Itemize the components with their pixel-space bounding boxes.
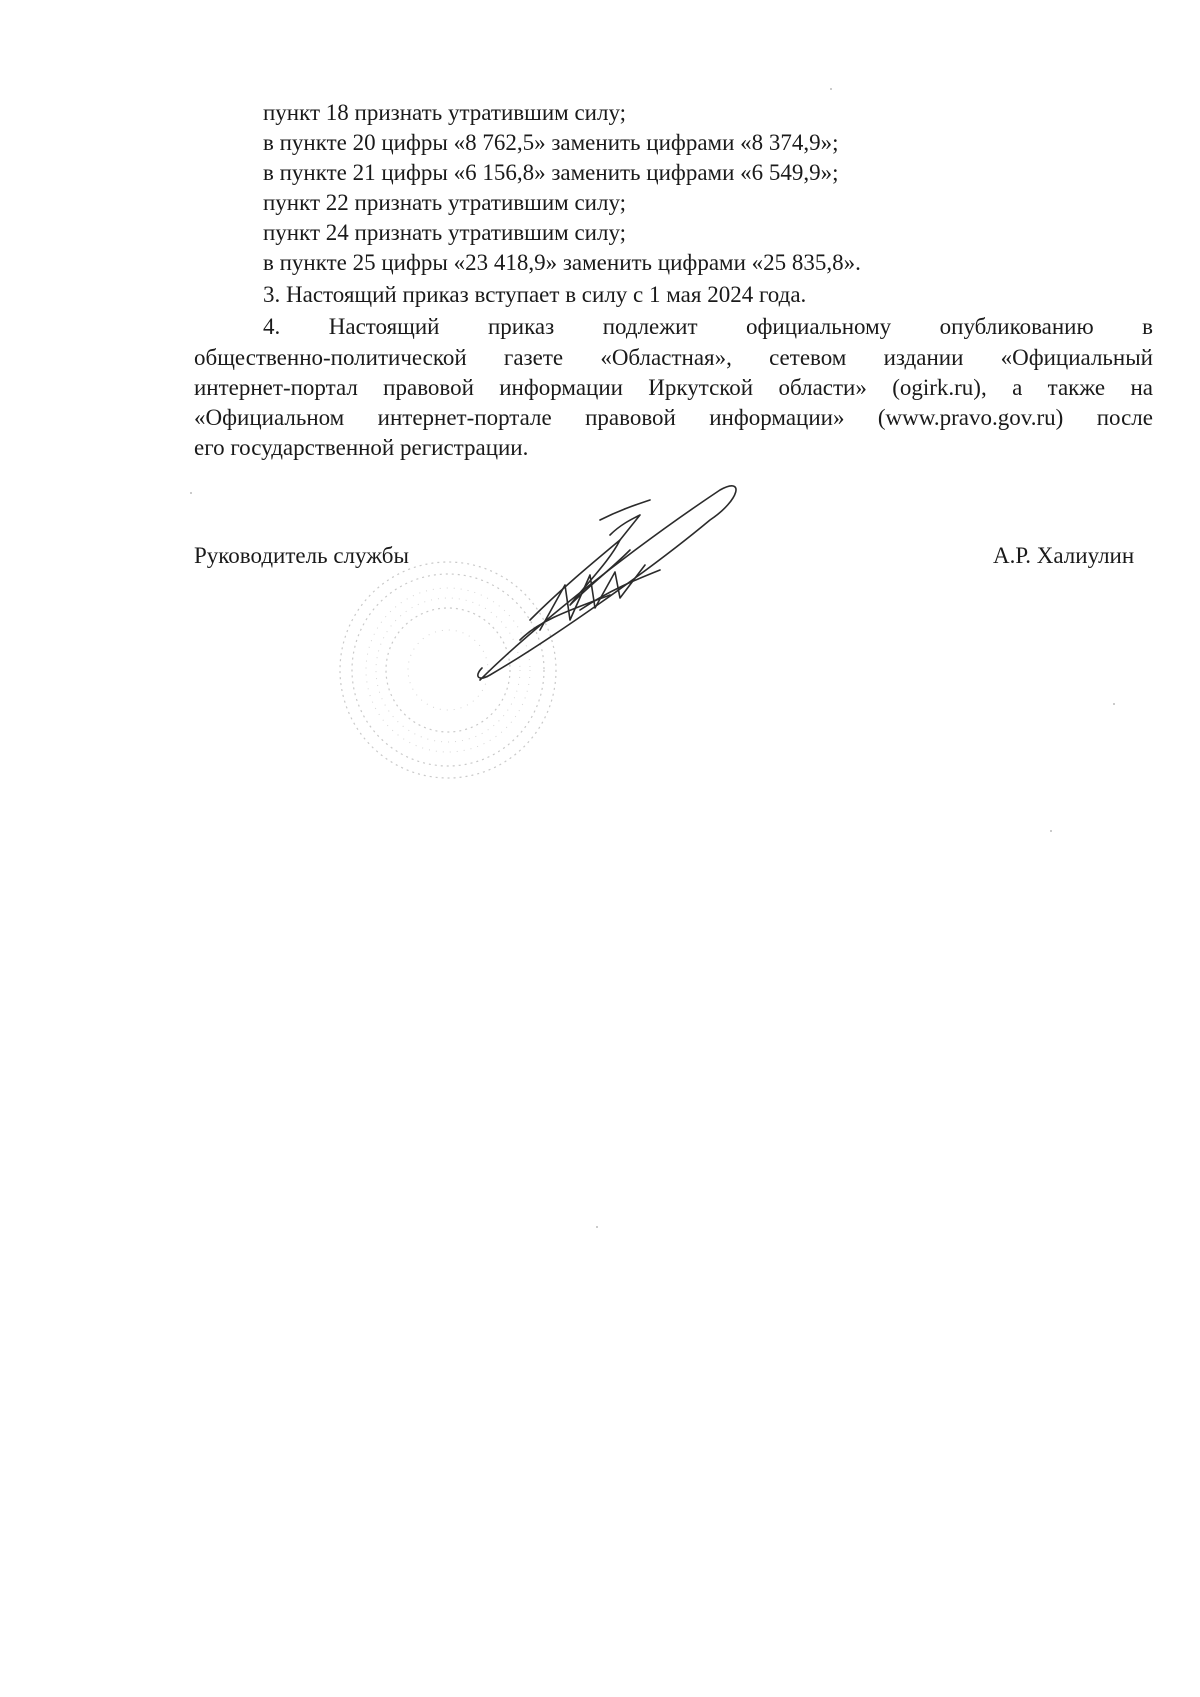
signatory-title: Руководитель службы: [194, 543, 409, 568]
amendment-line-2: в пункте 20 цифры «8 762,5» заменить цифрами «8 374,9»;: [263, 130, 839, 155]
amendment-line-5: пункт 24 признать утратившим силу;: [263, 220, 627, 245]
scan-speck: [190, 492, 192, 494]
item-3-paragraph: 3. Настоящий приказ вступает в силу с 1 мая 2024 года.: [263, 282, 807, 307]
scan-speck: [1050, 830, 1052, 832]
scan-speck: [596, 1226, 598, 1228]
signature-icon: [470, 480, 790, 690]
scan-speck: [1113, 703, 1115, 705]
amendment-line-4: пункт 22 признать утратившим силу;: [263, 190, 627, 215]
item-4-line-3: интернет-портал правовой информации Иркутской области» (ogirk.ru), а также на: [194, 375, 1153, 400]
amendment-line-3: в пункте 21 цифры «6 156,8» заменить цифрами «6 549,9»;: [263, 160, 839, 185]
item-4-line-1: 4. Настоящий приказ подлежит официальному опубликованию в: [263, 314, 1153, 339]
amendment-line-1: пункт 18 признать утратившим силу;: [263, 100, 627, 125]
amendment-line-6: в пункте 25 цифры «23 418,9» заменить цифрами «25 835,8».: [263, 250, 861, 275]
signatory-name: А.Р. Халиулин: [993, 543, 1135, 568]
item-4-line-4: «Официальном интернет-портале правовой информации» (www.pravo.gov.ru) после: [194, 405, 1153, 430]
item-4-line-5: его государственной регистрации.: [194, 435, 529, 460]
item-4-line-2: общественно-политической газете «Областная», сетевом издании «Официальный: [194, 345, 1153, 370]
scan-speck: [830, 88, 832, 90]
